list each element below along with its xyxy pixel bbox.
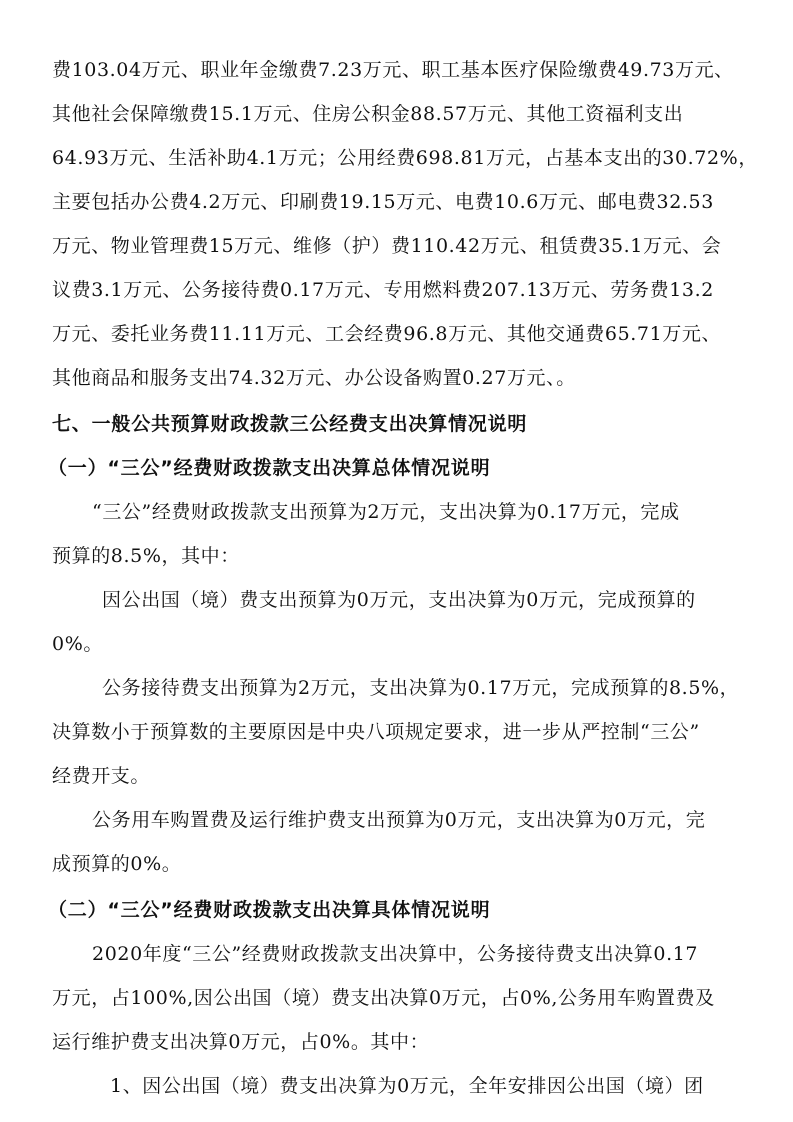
subsection-heading: （二）“三公”经费财政拨款支出决算具体情况说明 (48, 899, 491, 921)
paragraph-first-line: 2020年度“三公”经费财政拨款支出决算中，公务接待费支出决算0.17 (92, 943, 699, 965)
subsection-heading: （一）“三公”经费财政拨款支出决算总体情况说明 (48, 457, 491, 479)
body-text-line: 议费3.1万元、公务接待费0.17万元、专用燃料费207.13万元、劳务费13.2 (52, 279, 714, 301)
paragraph-first-line: 1、因公出国（境）费支出决算为0万元，全年安排因公出国（境）团 (110, 1075, 704, 1097)
body-text-line: 64.93万元、生活补助4.1万元；公用经费698.81万元，占基本支出的30.72%， (52, 147, 758, 169)
body-text-line: 成预算的0%。 (52, 853, 182, 875)
body-text-line: 预算的8.5%，其中： (52, 545, 240, 567)
paragraph-first-line: “三公”经费财政拨款支出预算为2万元，支出决算为0.17万元，完成 (92, 501, 680, 523)
body-text-line: 费103.04万元、职业年金缴费7.23万元、职工基本医疗保险缴费49.73万元、 (52, 59, 734, 81)
body-text-line: 其他商品和服务支出74.32万元、办公设备购置0.27万元、。 (52, 367, 576, 389)
section-heading: 七、一般公共预算财政拨款三公经费支出决算情况说明 (52, 413, 528, 435)
body-text-line: 0%。 (52, 633, 103, 655)
body-text-line: 决算数小于预算数的主要原因是中央八项规定要求，进一步从严控制“三公” (52, 721, 700, 743)
body-text-line: 主要包括办公费4.2万元、印刷费19.15万元、电费10.6万元、邮电费32.53 (52, 191, 714, 213)
body-text-line: 万元、物业管理费15万元、维修（护）费110.42万元、租赁费35.1万元、会 (52, 235, 722, 257)
paragraph-first-line: 公务用车购置费及运行维护费支出预算为0万元，支出决算为0万元，完 (92, 809, 706, 831)
paragraph-first-line: 公务接待费支出预算为2万元，支出决算为0.17万元，完成预算的8.5%， (102, 677, 740, 699)
body-text-line: 万元、委托业务费11.11万元、工会经费96.8万元、其他交通费65.71万元、 (52, 323, 722, 345)
body-text-line: 万元，占100%,因公出国（境）费支出决算0万元，占0%,公务用车购置费及 (52, 987, 715, 1009)
body-text-line: 经费开支。 (52, 765, 151, 787)
body-text-line: 运行维护费支出决算0万元，占0%。其中： (52, 1031, 430, 1053)
paragraph-first-line: 因公出国（境）费支出预算为0万元，支出决算为0万元，完成预算的 (102, 589, 696, 611)
body-text-line: 其他社会保障缴费15.1万元、住房公积金88.57万元、其他工资福利支出 (52, 103, 684, 125)
